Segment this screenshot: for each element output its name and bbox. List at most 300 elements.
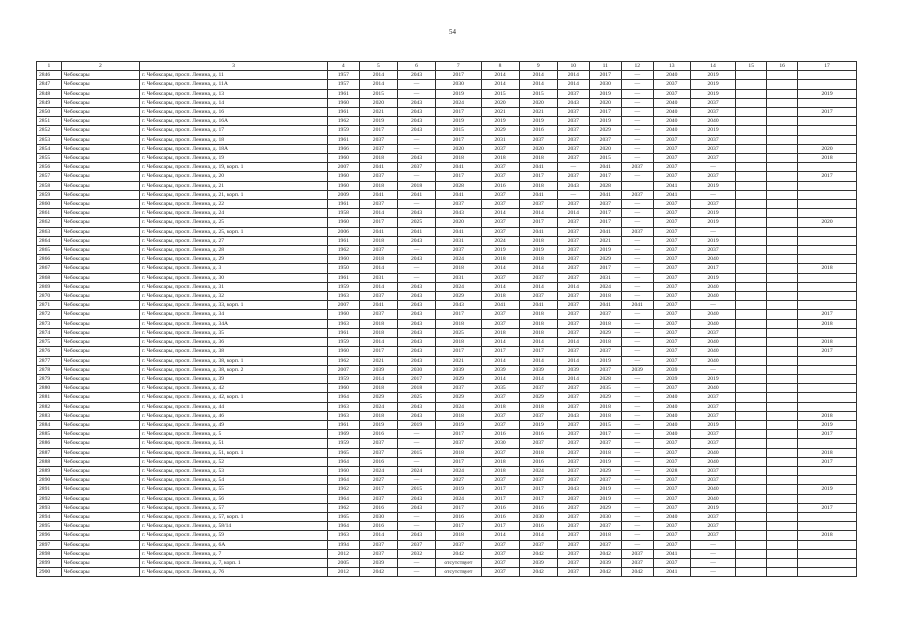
table-cell: 2021 xyxy=(359,108,397,117)
table-cell: 2014 xyxy=(359,531,397,540)
table-cell: 2017 xyxy=(798,172,857,181)
table-cell: — xyxy=(621,439,653,448)
table-cell: 2017 xyxy=(798,310,857,319)
table-cell: — xyxy=(621,236,653,245)
table-cell: 2892 xyxy=(37,494,62,503)
table-cell: 2041 xyxy=(519,190,557,199)
table-cell: Чебоксары xyxy=(61,393,139,402)
table-cell: 2040 xyxy=(653,108,690,117)
table-cell: 2882 xyxy=(37,402,62,411)
table-cell: 2037 xyxy=(557,384,589,393)
table-cell: 1960 xyxy=(327,218,359,227)
table-cell: 2041 xyxy=(481,301,519,310)
table-cell: — xyxy=(621,393,653,402)
table-cell: — xyxy=(621,540,653,549)
table-cell: 2019 xyxy=(589,89,621,98)
table-row xyxy=(37,117,857,126)
table-cell: 2019 xyxy=(397,420,435,429)
table-cell: 2024 xyxy=(436,98,481,107)
table-row xyxy=(37,218,857,227)
table-cell: 2018 xyxy=(481,457,519,466)
table-cell: — xyxy=(397,512,435,521)
table-cell: 2016 xyxy=(519,457,557,466)
table-cell: Чебоксары xyxy=(61,108,139,117)
table-cell: 2014 xyxy=(519,282,557,291)
table-row xyxy=(37,420,857,429)
table-cell: 2014 xyxy=(481,356,519,365)
table-cell: 2019 xyxy=(690,236,735,245)
table-cell: г. Чебоксары, просп. Ленина, д. 59 xyxy=(140,531,328,540)
table-cell: — xyxy=(621,264,653,273)
table-cell xyxy=(736,457,767,466)
table-cell xyxy=(767,89,798,98)
table-cell: — xyxy=(397,80,435,89)
table-cell: 2037 xyxy=(481,558,519,567)
table-cell: — xyxy=(690,163,735,172)
table-cell: 2040 xyxy=(653,71,690,80)
table-cell: 2037 xyxy=(481,448,519,457)
table-row xyxy=(37,328,857,337)
table-cell xyxy=(798,236,857,245)
table-cell: 2040 xyxy=(690,448,735,457)
table-cell: Чебоксары xyxy=(61,273,139,282)
table-cell: 2043 xyxy=(397,209,435,218)
table-cell: 2019 xyxy=(589,494,621,503)
table-cell: 2040 xyxy=(653,126,690,135)
table-cell: 2031 xyxy=(436,273,481,282)
table-cell: 2030 xyxy=(589,80,621,89)
table-cell: Чебоксары xyxy=(61,144,139,153)
table-cell: Чебоксары xyxy=(61,310,139,319)
table-cell: 2042 xyxy=(359,568,397,577)
table-cell: 2019 xyxy=(690,503,735,512)
table-cell: 2037 xyxy=(653,540,690,549)
table-cell: — xyxy=(397,273,435,282)
table-cell: 2014 xyxy=(359,374,397,383)
table-cell: г. Чебоксары, просп. Ленина, д. 14 xyxy=(140,98,328,107)
table-cell xyxy=(736,126,767,135)
table-cell: 2018 xyxy=(519,402,557,411)
table-cell: — xyxy=(621,89,653,98)
table-cell: 2018 xyxy=(481,154,519,163)
table-cell: 2018 xyxy=(436,531,481,540)
table-row xyxy=(37,135,857,144)
table-cell: г. Чебоксары, просп. Ленина, д. 18А xyxy=(140,144,328,153)
table-row xyxy=(37,319,857,328)
table-cell: 2016 xyxy=(359,457,397,466)
table-cell: 1961 xyxy=(327,200,359,209)
table-cell: 2037 xyxy=(653,154,690,163)
table-cell: 2018 xyxy=(436,338,481,347)
table-cell: 2014 xyxy=(519,264,557,273)
data-table xyxy=(36,61,857,577)
table-cell: 1961 xyxy=(327,108,359,117)
table-cell xyxy=(767,411,798,420)
table-cell: 2874 xyxy=(37,328,62,337)
table-row xyxy=(37,402,857,411)
table-cell: 2028 xyxy=(589,374,621,383)
table-cell xyxy=(736,246,767,255)
table-cell: г. Чебоксары, просп. Ленина, д. 35 xyxy=(140,328,328,337)
table-cell xyxy=(736,466,767,475)
table-cell: 2018 xyxy=(589,402,621,411)
table-row xyxy=(37,430,857,439)
table-cell xyxy=(736,411,767,420)
table-cell: 2037 xyxy=(690,393,735,402)
table-cell xyxy=(736,338,767,347)
table-cell xyxy=(767,135,798,144)
table-cell xyxy=(798,71,857,80)
table-cell: 2037 xyxy=(589,439,621,448)
table-cell: 2853 xyxy=(37,135,62,144)
table-cell: 2021 xyxy=(589,236,621,245)
table-cell xyxy=(767,181,798,190)
table-cell: 2040 xyxy=(690,319,735,328)
table-cell xyxy=(736,117,767,126)
table-cell xyxy=(767,108,798,117)
table-cell: 2017 xyxy=(481,522,519,531)
table-cell: 2886 xyxy=(37,439,62,448)
table-cell: — xyxy=(621,255,653,264)
table-cell: 2037 xyxy=(653,282,690,291)
table-cell: 2037 xyxy=(481,172,519,181)
table-cell: 2849 xyxy=(37,98,62,107)
table-cell: 2017 xyxy=(798,108,857,117)
table-cell: 2005 xyxy=(327,558,359,567)
table-cell: 2020 xyxy=(436,144,481,153)
table-cell: 2041 xyxy=(589,163,621,172)
table-cell: 2043 xyxy=(397,236,435,245)
table-cell: Чебоксары xyxy=(61,549,139,558)
table-cell: Чебоксары xyxy=(61,338,139,347)
table-cell: Чебоксары xyxy=(61,71,139,80)
table-cell: 2016 xyxy=(519,126,557,135)
table-cell: 2029 xyxy=(436,393,481,402)
table-cell: 2030 xyxy=(519,512,557,521)
table-cell: 2018 xyxy=(481,292,519,301)
table-cell xyxy=(767,264,798,273)
table-cell: Чебоксары xyxy=(61,292,139,301)
table-cell: г. Чебоксары, просп. Ленина, д. 38 xyxy=(140,347,328,356)
table-cell xyxy=(767,568,798,577)
table-cell: 2037 xyxy=(690,476,735,485)
table-cell: 2014 xyxy=(519,338,557,347)
table-cell xyxy=(767,448,798,457)
table-cell: — xyxy=(621,402,653,411)
column-header: 14 xyxy=(690,62,735,71)
table-cell: 2017 xyxy=(519,347,557,356)
table-cell: 2037 xyxy=(653,319,690,328)
table-row xyxy=(37,108,857,117)
table-cell xyxy=(767,485,798,494)
table-cell: 2014 xyxy=(359,282,397,291)
table-cell: 2014 xyxy=(557,209,589,218)
table-cell xyxy=(736,310,767,319)
table-cell: 2024 xyxy=(436,282,481,291)
table-cell: 2043 xyxy=(397,494,435,503)
table-cell: 2028 xyxy=(589,181,621,190)
table-cell: 2018 xyxy=(798,319,857,328)
table-cell: 2019 xyxy=(589,457,621,466)
table-cell: г. Чебоксары, просп. Ленина, д. 3 xyxy=(140,264,328,273)
table-cell: Чебоксары xyxy=(61,154,139,163)
table-cell: 2040 xyxy=(653,98,690,107)
table-cell xyxy=(767,531,798,540)
table-cell: 1959 xyxy=(327,126,359,135)
table-cell: — xyxy=(557,190,589,199)
table-cell: 2037 xyxy=(653,531,690,540)
table-cell: 2851 xyxy=(37,117,62,126)
table-cell: 2859 xyxy=(37,190,62,199)
table-cell xyxy=(736,549,767,558)
table-cell: г. Чебоксары, просп. Ленина, д. 24 xyxy=(140,209,328,218)
table-cell: 2019 xyxy=(436,117,481,126)
table-cell: 2018 xyxy=(481,255,519,264)
table-cell: 2037 xyxy=(557,264,589,273)
table-cell: 2041 xyxy=(359,301,397,310)
table-cell: 2021 xyxy=(481,108,519,117)
table-cell xyxy=(767,476,798,485)
table-cell: 2018 xyxy=(519,310,557,319)
table-cell: 2039 xyxy=(653,374,690,383)
table-cell: — xyxy=(621,328,653,337)
table-cell: 1966 xyxy=(327,144,359,153)
table-cell: 2037 xyxy=(589,540,621,549)
table-cell: г. Чебоксары, просп. Ленина, д. 18 xyxy=(140,135,328,144)
table-cell xyxy=(767,466,798,475)
table-row xyxy=(37,522,857,531)
table-cell: 2024 xyxy=(397,466,435,475)
table-cell xyxy=(736,154,767,163)
table-cell: 2017 xyxy=(436,522,481,531)
table-cell: 2018 xyxy=(519,328,557,337)
table-cell xyxy=(736,374,767,383)
table-cell: 2037 xyxy=(653,255,690,264)
table-cell: г. Чебоксары, просп. Ленина, д. 32 xyxy=(140,292,328,301)
table-row xyxy=(37,457,857,466)
table-cell: 2037 xyxy=(557,430,589,439)
table-cell: 2040 xyxy=(690,485,735,494)
table-cell: 2018 xyxy=(798,338,857,347)
table-cell xyxy=(767,439,798,448)
table-cell: 2037 xyxy=(557,89,589,98)
table-cell xyxy=(798,80,857,89)
table-cell: 2027 xyxy=(436,476,481,485)
table-cell: — xyxy=(621,154,653,163)
table-cell: — xyxy=(621,374,653,383)
table-cell: 2014 xyxy=(481,531,519,540)
table-cell: 2041 xyxy=(436,163,481,172)
table-cell: 2016 xyxy=(519,503,557,512)
table-cell: г. Чебоксары, просп. Ленина, д. 19, корп. 1 xyxy=(140,163,328,172)
table-cell: 2039 xyxy=(557,365,589,374)
table-cell: 2039 xyxy=(481,365,519,374)
table-cell: — xyxy=(397,135,435,144)
table-cell: — xyxy=(557,163,589,172)
column-header: 17 xyxy=(798,62,857,71)
table-cell: 2007 xyxy=(327,301,359,310)
table-cell: 2037 xyxy=(690,135,735,144)
table-cell: 2020 xyxy=(798,218,857,227)
table-cell: 2028 xyxy=(653,466,690,475)
table-cell: 2014 xyxy=(557,374,589,383)
table-cell: Чебоксары xyxy=(61,522,139,531)
table-cell: 2019 xyxy=(798,89,857,98)
table-cell: Чебоксары xyxy=(61,246,139,255)
table-cell xyxy=(798,549,857,558)
table-cell xyxy=(736,227,767,236)
table-cell: г. Чебоксары, просп. Ленина, д. 27 xyxy=(140,236,328,245)
table-row xyxy=(37,236,857,245)
table-cell: 2040 xyxy=(690,282,735,291)
table-cell: 2029 xyxy=(589,255,621,264)
table-cell: — xyxy=(621,292,653,301)
table-cell: 2037 xyxy=(690,522,735,531)
table-cell: г. Чебоксары, просп. Ленина, д. 39 xyxy=(140,374,328,383)
table-cell: 2037 xyxy=(589,365,621,374)
table-cell: г. Чебоксары, просп. Ленина, д. 42, корп. 1 xyxy=(140,393,328,402)
table-cell: 2024 xyxy=(436,494,481,503)
table-cell: 2877 xyxy=(37,356,62,365)
table-cell: 2021 xyxy=(519,108,557,117)
table-cell xyxy=(767,301,798,310)
table-cell: Чебоксары xyxy=(61,420,139,429)
table-cell: — xyxy=(621,135,653,144)
table-cell: 2019 xyxy=(359,420,397,429)
table-cell: — xyxy=(397,558,435,567)
table-cell: 2870 xyxy=(37,292,62,301)
table-cell: — xyxy=(621,209,653,218)
table-cell xyxy=(798,227,857,236)
table-cell: 2037 xyxy=(557,457,589,466)
table-cell xyxy=(736,301,767,310)
table-cell: 2018 xyxy=(397,384,435,393)
table-cell: 2028 xyxy=(436,181,481,190)
table-cell: 2040 xyxy=(690,347,735,356)
table-cell: 2043 xyxy=(397,282,435,291)
table-cell: г. Чебоксары, просп. Ленина, д. 44 xyxy=(140,402,328,411)
table-cell: 2040 xyxy=(653,117,690,126)
table-cell: 2015 xyxy=(589,154,621,163)
table-cell: 2869 xyxy=(37,282,62,291)
table-cell: 2037 xyxy=(557,328,589,337)
table-cell xyxy=(798,209,857,218)
table-cell: г. Чебоксары, просп. Ленина, д. 49 xyxy=(140,420,328,429)
table-cell: Чебоксары xyxy=(61,466,139,475)
table-cell xyxy=(736,282,767,291)
table-cell: 2037 xyxy=(653,89,690,98)
table-cell: 2037 xyxy=(690,154,735,163)
table-cell xyxy=(736,209,767,218)
table-row xyxy=(37,439,857,448)
table-cell: 2037 xyxy=(557,117,589,126)
table-cell: 2017 xyxy=(436,108,481,117)
table-cell: Чебоксары xyxy=(61,282,139,291)
table-cell: 1959 xyxy=(327,338,359,347)
table-cell: 2017 xyxy=(690,264,735,273)
table-cell: 1960 xyxy=(327,172,359,181)
table-cell: 2037 xyxy=(621,190,653,199)
table-cell: Чебоксары xyxy=(61,384,139,393)
table-cell: г. Чебоксары, просп. Ленина, д. 25, корп. 1 xyxy=(140,227,328,236)
table-cell: 2043 xyxy=(397,503,435,512)
table-cell xyxy=(736,218,767,227)
table-cell xyxy=(736,273,767,282)
table-cell: — xyxy=(397,522,435,531)
table-cell: 1957 xyxy=(327,80,359,89)
table-cell: 2037 xyxy=(557,540,589,549)
table-cell: 2015 xyxy=(436,126,481,135)
table-cell: 2030 xyxy=(397,365,435,374)
table-cell: 2014 xyxy=(519,209,557,218)
table-cell: г. Чебоксары, просп. Ленина, д. 38, корп. 1 xyxy=(140,356,328,365)
table-cell: 2019 xyxy=(589,356,621,365)
table-cell: 2043 xyxy=(557,98,589,107)
table-cell: 1964 xyxy=(327,393,359,402)
table-cell: 1957 xyxy=(327,71,359,80)
table-row xyxy=(37,494,857,503)
table-cell: — xyxy=(621,494,653,503)
table-cell xyxy=(767,292,798,301)
table-cell: 2014 xyxy=(359,80,397,89)
table-cell: 2037 xyxy=(557,466,589,475)
table-cell xyxy=(798,98,857,107)
table-cell: 2041 xyxy=(436,190,481,199)
table-cell: 2016 xyxy=(481,181,519,190)
table-cell: 1961 xyxy=(327,236,359,245)
table-cell: 2035 xyxy=(589,384,621,393)
table-cell xyxy=(798,117,857,126)
table-cell: 2043 xyxy=(397,154,435,163)
table-cell: 2037 xyxy=(481,227,519,236)
table-cell xyxy=(736,89,767,98)
table-cell: 2021 xyxy=(359,356,397,365)
column-header: 4 xyxy=(327,62,359,71)
column-header: 12 xyxy=(621,62,653,71)
table-cell: 2019 xyxy=(690,374,735,383)
table-cell: 2037 xyxy=(481,319,519,328)
table-cell: 2030 xyxy=(359,512,397,521)
table-cell: 2018 xyxy=(519,236,557,245)
table-row xyxy=(37,568,857,577)
table-cell: 2037 xyxy=(359,292,397,301)
table-cell: 2037 xyxy=(436,439,481,448)
table-cell: 2866 xyxy=(37,255,62,264)
table-cell: 2037 xyxy=(557,402,589,411)
table-row xyxy=(37,310,857,319)
table-cell: 2040 xyxy=(690,457,735,466)
table-cell: 2017 xyxy=(436,503,481,512)
table-cell: 2037 xyxy=(557,301,589,310)
table-cell: 2043 xyxy=(397,402,435,411)
table-cell xyxy=(798,393,857,402)
table-cell: 2037 xyxy=(653,457,690,466)
table-cell: 2040 xyxy=(653,420,690,429)
table-cell xyxy=(736,292,767,301)
table-cell xyxy=(767,80,798,89)
table-cell: 2846 xyxy=(37,71,62,80)
table-cell: 2017 xyxy=(589,71,621,80)
table-cell: 2009 xyxy=(327,190,359,199)
table-cell: 2007 xyxy=(327,365,359,374)
table-cell xyxy=(736,531,767,540)
table-cell: 2899 xyxy=(37,558,62,567)
table-cell: — xyxy=(397,89,435,98)
table-cell: 2017 xyxy=(436,71,481,80)
table-cell: 2037 xyxy=(557,476,589,485)
table-cell: — xyxy=(397,144,435,153)
table-cell xyxy=(767,117,798,126)
